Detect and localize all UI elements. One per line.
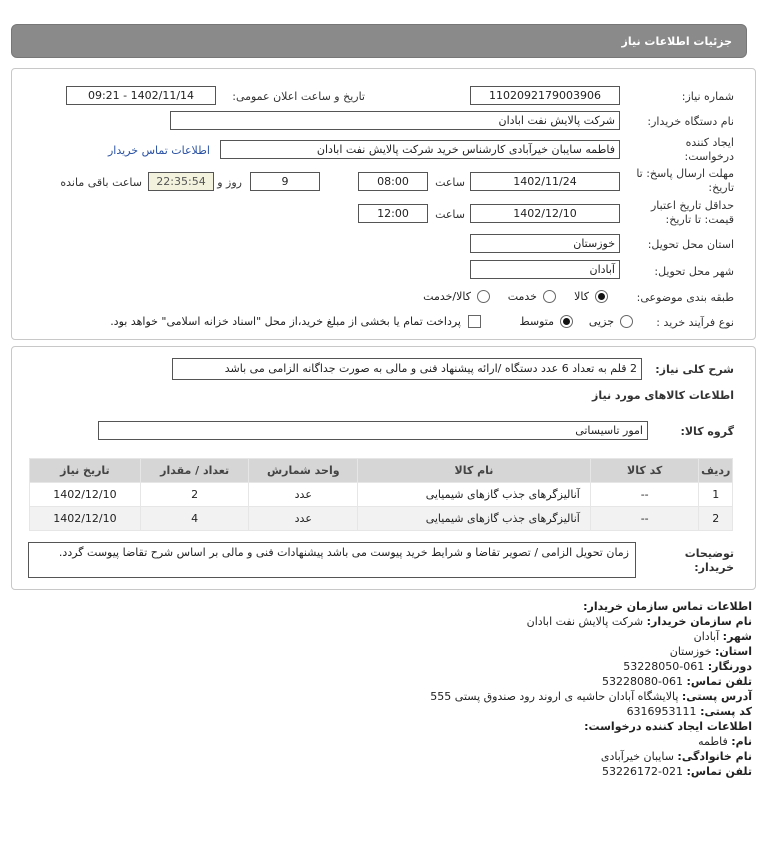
process-partial-radio[interactable] [620, 315, 633, 328]
treasury-payment-checkbox[interactable] [468, 315, 481, 328]
contact-city: شهر: آبادان [693, 630, 752, 643]
need-number-field: 1102092179003906 [470, 86, 620, 105]
creator-info-title: اطلاعات ایجاد کننده درخواست: [584, 720, 752, 733]
days-field: 9 [250, 172, 320, 191]
cell-goods-name: آنالیزگرهای جذب گازهای شیمیایی [358, 507, 591, 531]
cell-quantity: 2 [140, 483, 249, 507]
creator-name: نام: فاطمه [698, 735, 752, 748]
category-both-label: کالا/خدمت [423, 290, 471, 303]
category-label: طبقه بندی موضوعی: [636, 291, 734, 304]
creator-family: نام خانوادگی: سایبان خیرآبادی [600, 750, 752, 763]
province-label: استان محل تحویل: [647, 238, 734, 251]
buyer-org-label: نام دستگاه خریدار: [647, 115, 734, 128]
remaining-time-field: 22:35:54 [148, 172, 214, 191]
reply-date-field: 1402/11/24 [470, 172, 620, 191]
remaining-label: ساعت باقی مانده [60, 176, 142, 189]
col-goods-code: کد کالا [590, 459, 699, 483]
creator-field: فاطمه سایبان خیرآبادی کارشناس خرید شرکت پالایش نفت ابادان [220, 140, 620, 159]
cell-goods-code: -- [590, 483, 699, 507]
contact-fax: دورنگار: 061-53228050 [623, 660, 752, 673]
creator-label: ایجاد کننده درخواست: [684, 136, 734, 163]
treasury-payment-note: پرداخت تمام یا بخشی از مبلغ خرید،از محل "اسناد خزانه اسلامی" خواهد بود. [110, 315, 461, 328]
contact-phone: تلفن تماس: 061-53228080 [602, 675, 752, 688]
table-row [30, 483, 733, 507]
goods-info-title: اطلاعات کالاهای مورد نیاز [592, 389, 734, 402]
need-number-label: شماره نیاز: [681, 90, 734, 103]
description-label: شرح کلی نیاز: [655, 363, 734, 376]
description-field: 2 قلم به تعداد 6 عدد دستگاه /ارائه پیشنهاد فنی و مالی به صورت جداگانه الزامی می باشد [172, 358, 642, 380]
process-label: نوع فرآیند خرید : [656, 316, 734, 329]
table-header-row [30, 459, 733, 483]
col-quantity: تعداد / مقدار [140, 459, 249, 483]
contact-postal-code: کد پستی: 6316953111 [626, 705, 752, 718]
category-goods-label: کالا [574, 290, 589, 303]
validity-date-field: 1402/12/10 [470, 204, 620, 223]
cell-goods-name: آنالیزگرهای جذب گازهای شیمیایی [358, 483, 591, 507]
buyer-notes-field: زمان تحویل الزامی / تصویر تقاضا و شرایط خرید پیوست می باشد پیشنهادات فنی و مالی بر اساس شرح تقاضا پیوست گردد. [28, 542, 636, 578]
cell-quantity: 4 [140, 507, 249, 531]
col-need-date: تاریخ نیاز [30, 459, 141, 483]
process-partial-label: جزیی [588, 315, 614, 328]
cell-unit: عدد [249, 483, 358, 507]
category-service-radio[interactable] [543, 290, 556, 303]
validity-time-label: ساعت [435, 208, 465, 221]
contact-org: نام سازمان خریدار: شرکت پالایش نفت ابادان [526, 615, 752, 628]
cell-unit: عدد [249, 507, 358, 531]
cell-need-date: 1402/12/10 [30, 507, 141, 531]
days-label: روز و [217, 176, 242, 189]
cell-row-number: 1 [699, 483, 733, 507]
province-field: خوزستان [470, 234, 620, 253]
table-row [30, 507, 733, 531]
contact-province: استان: خوزستان [669, 645, 752, 658]
col-row-number: ردیف [699, 459, 733, 483]
city-field: آبادان [470, 260, 620, 279]
goods-group-field: امور تاسیساتی [98, 421, 648, 440]
process-medium-label: متوسط [519, 315, 554, 328]
cell-goods-code: -- [590, 507, 699, 531]
page-title: جزئیات اطلاعات نیاز [621, 35, 732, 48]
goods-table [29, 458, 733, 531]
goods-group-label: گروه کالا: [680, 425, 734, 438]
buyer-org-field: شرکت پالایش نفت ابادان [170, 111, 620, 130]
category-service-label: خدمت [507, 290, 537, 303]
process-medium-radio[interactable] [560, 315, 573, 328]
contact-address: آدرس پستی: پالایشگاه آبادان حاشیه ی اروند رود صندوق پستی 555 [430, 690, 752, 703]
validity-label: حداقل تاریخ اعتبار قیمت: تا تاریخ: [650, 199, 734, 226]
reply-time-field: 08:00 [358, 172, 428, 191]
reply-time-label: ساعت [435, 176, 465, 189]
contact-title: اطلاعات تماس سازمان خریدار: [583, 600, 752, 613]
city-label: شهر محل تحویل: [654, 265, 734, 278]
buyer-contact-link[interactable]: اطلاعات تماس خریدار [108, 144, 210, 157]
creator-phone: تلفن تماس: 021-53226172 [602, 765, 752, 778]
col-goods-name: نام کالا [358, 459, 591, 483]
col-unit: واحد شمارش [249, 459, 358, 483]
cell-need-date: 1402/12/10 [30, 483, 141, 507]
page-header [11, 24, 747, 58]
validity-time-field: 12:00 [358, 204, 428, 223]
announce-label: تاریخ و ساعت اعلان عمومی: [232, 90, 365, 103]
reply-deadline-label: مهلت ارسال پاسخ: تا تاریخ: [636, 167, 734, 194]
category-goods-radio[interactable] [595, 290, 608, 303]
buyer-notes-label: توضیحات خریدار: [684, 547, 734, 574]
cell-row-number: 2 [699, 507, 733, 531]
announce-field: 1402/11/14 - 09:21 [66, 86, 216, 105]
category-both-radio[interactable] [477, 290, 490, 303]
